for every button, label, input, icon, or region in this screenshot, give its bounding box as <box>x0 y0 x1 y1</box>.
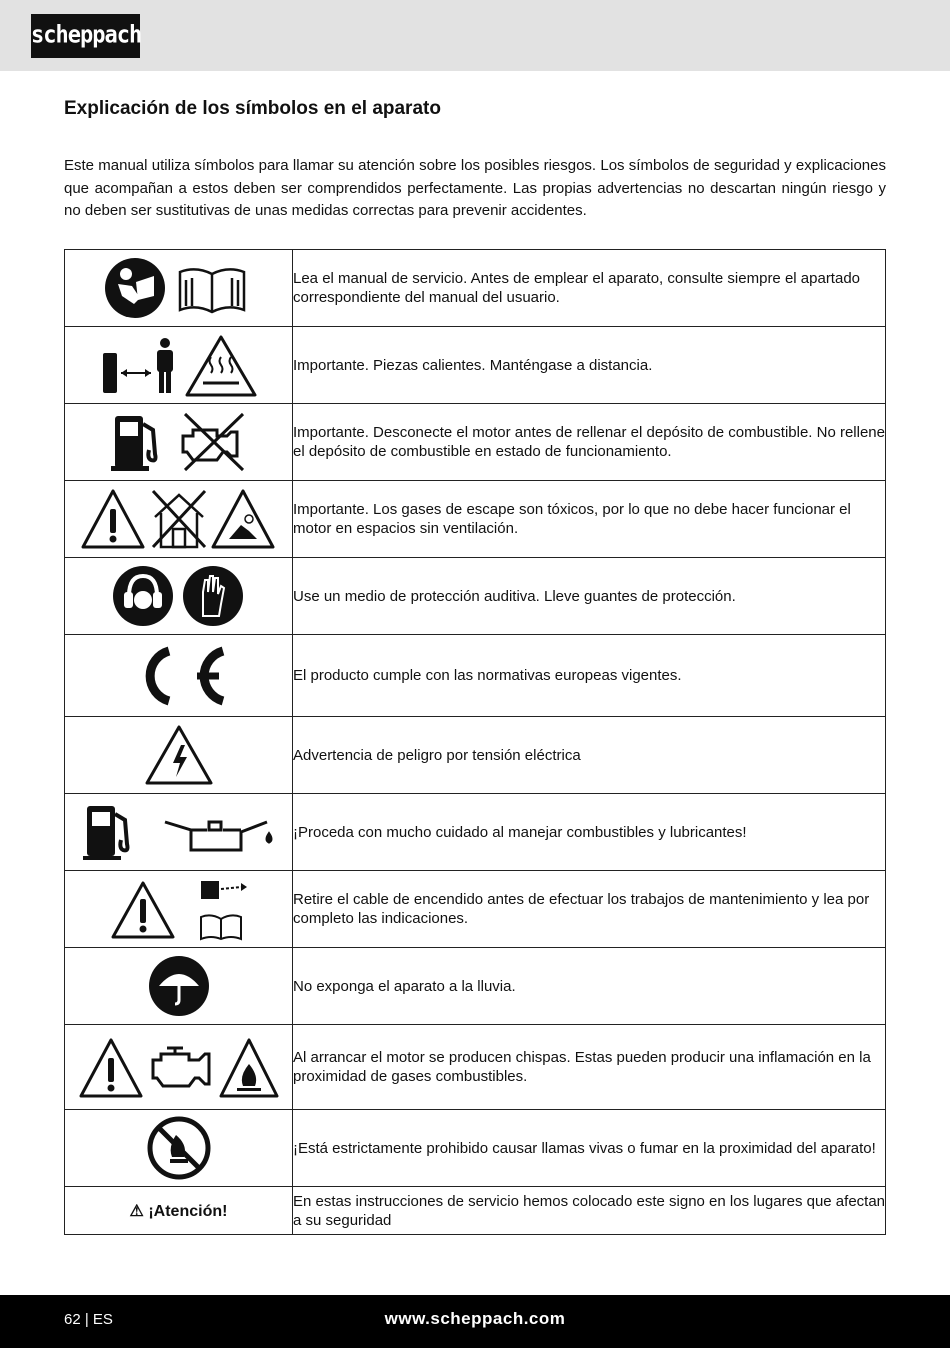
symbol-cell <box>65 948 293 1025</box>
toxic-gas-warning-icon <box>213 491 273 547</box>
warning-icon <box>81 1040 141 1096</box>
symbol-description: Advertencia de peligro por tensión eléctrica <box>293 717 886 794</box>
symbol-description: Lea el manual de servicio. Antes de emplear el aparato, consulte siempre el apartado correspondiente del manual del usuario. <box>293 250 886 327</box>
website-link[interactable]: www.scheppach.com <box>384 1309 566 1328</box>
symbols-table <box>64 249 886 1235</box>
symbol-description: No exponga el aparato a la lluvia. <box>293 948 886 1025</box>
table-row <box>65 794 886 871</box>
symbol-cell <box>65 871 293 948</box>
intro-paragraph: Este manual utiliza símbolos para llamar su atención sobre los posibles riesgos. Los símbolos de seguridad y explicaciones que acompañan a estos deben ser comprendidos perfectamente. Las propias advertencias no descartan ningún riesgo y no deben ser sustitutivas de unas medidas correctas para prevenir accidentes. <box>64 157 886 220</box>
symbol-description: Importante. Desconecte el motor antes de rellenar el depósito de combustible. No rellene el depósito de combustible en estado de funcionamiento. <box>293 404 886 481</box>
fuel-pump-icon <box>111 416 156 471</box>
symbol-description: Al arrancar el motor se producen chispas. Estas pueden producir una inflamación en la proximidad de gases combustibles. <box>293 1025 886 1110</box>
ear-protection-icon <box>113 566 173 626</box>
page-number: 62 | ES <box>64 1311 113 1328</box>
table-row <box>65 948 886 1025</box>
symbol-cell <box>65 327 293 404</box>
symbol-cell <box>65 794 293 871</box>
page-title: Explicación de los símbolos en el aparato <box>64 98 441 119</box>
symbol-description: Importante. Los gases de escape son tóxicos, por lo que no debe hacer funcionar el motor en espacios sin ventilación. <box>293 481 886 558</box>
fuel-pump-icon <box>83 806 128 860</box>
symbol-cell <box>65 404 293 481</box>
book-icon <box>180 269 244 312</box>
table-row <box>65 404 886 481</box>
symbol-description: Retire el cable de encendido antes de efectuar los trabajos de mantenimiento y lea por completo las indicaciones. <box>293 871 886 948</box>
warning-icon <box>113 883 173 937</box>
hot-surface-warning-icon <box>187 337 255 395</box>
symbol-cell <box>65 1110 293 1187</box>
flammable-warning-icon <box>221 1040 277 1096</box>
gloves-icon <box>183 566 243 626</box>
engine-icon <box>153 1048 209 1086</box>
no-running-engine-icon <box>183 414 243 470</box>
no-indoor-use-icon <box>153 491 205 547</box>
symbol-cell <box>65 250 293 327</box>
table-row <box>65 1110 886 1187</box>
table-row <box>65 1187 886 1235</box>
table-row <box>65 1025 886 1110</box>
symbol-cell <box>65 635 293 717</box>
symbol-description: Use un medio de protección auditiva. Lleve guantes de protección. <box>293 558 886 635</box>
spark-plug-manual-icon <box>201 881 247 939</box>
table-row <box>65 717 886 794</box>
table-row <box>65 635 886 717</box>
table-row <box>65 481 886 558</box>
oil-can-icon <box>165 822 271 850</box>
warning-icon <box>83 491 143 547</box>
keep-distance-icon <box>103 338 173 393</box>
symbol-cell <box>65 481 293 558</box>
symbol-cell <box>65 558 293 635</box>
no-fire-icon <box>150 1119 208 1177</box>
scheppach-logo: scheppach <box>31 14 140 58</box>
symbol-description: El producto cumple con las normativas europeas vigentes. <box>293 635 886 717</box>
table-row <box>65 327 886 404</box>
symbol-description: ¡Está estrictamente prohibido causar llamas vivas o fumar en la proximidad del aparato! <box>293 1110 886 1187</box>
table-row <box>65 871 886 948</box>
electric-hazard-icon <box>147 727 211 783</box>
header-bar <box>0 0 950 71</box>
table-row <box>65 250 886 327</box>
ce-mark-icon <box>150 651 223 701</box>
symbol-cell <box>65 717 293 794</box>
symbol-description: ¡Proceda con mucho cuidado al manejar combustibles y lubricantes! <box>293 794 886 871</box>
symbol-cell <box>65 1025 293 1110</box>
umbrella-icon <box>149 956 209 1016</box>
symbol-description: En estas instrucciones de servicio hemos colocado este signo en los lugares que afectan a su seguridad <box>293 1187 886 1235</box>
attention-label: ⚠ ¡Atención! <box>65 1187 293 1235</box>
table-row <box>65 558 886 635</box>
symbol-description: Importante. Piezas calientes. Manténgase a distancia. <box>293 327 886 404</box>
read-manual-icon <box>105 258 165 318</box>
footer-bar <box>0 1295 950 1348</box>
